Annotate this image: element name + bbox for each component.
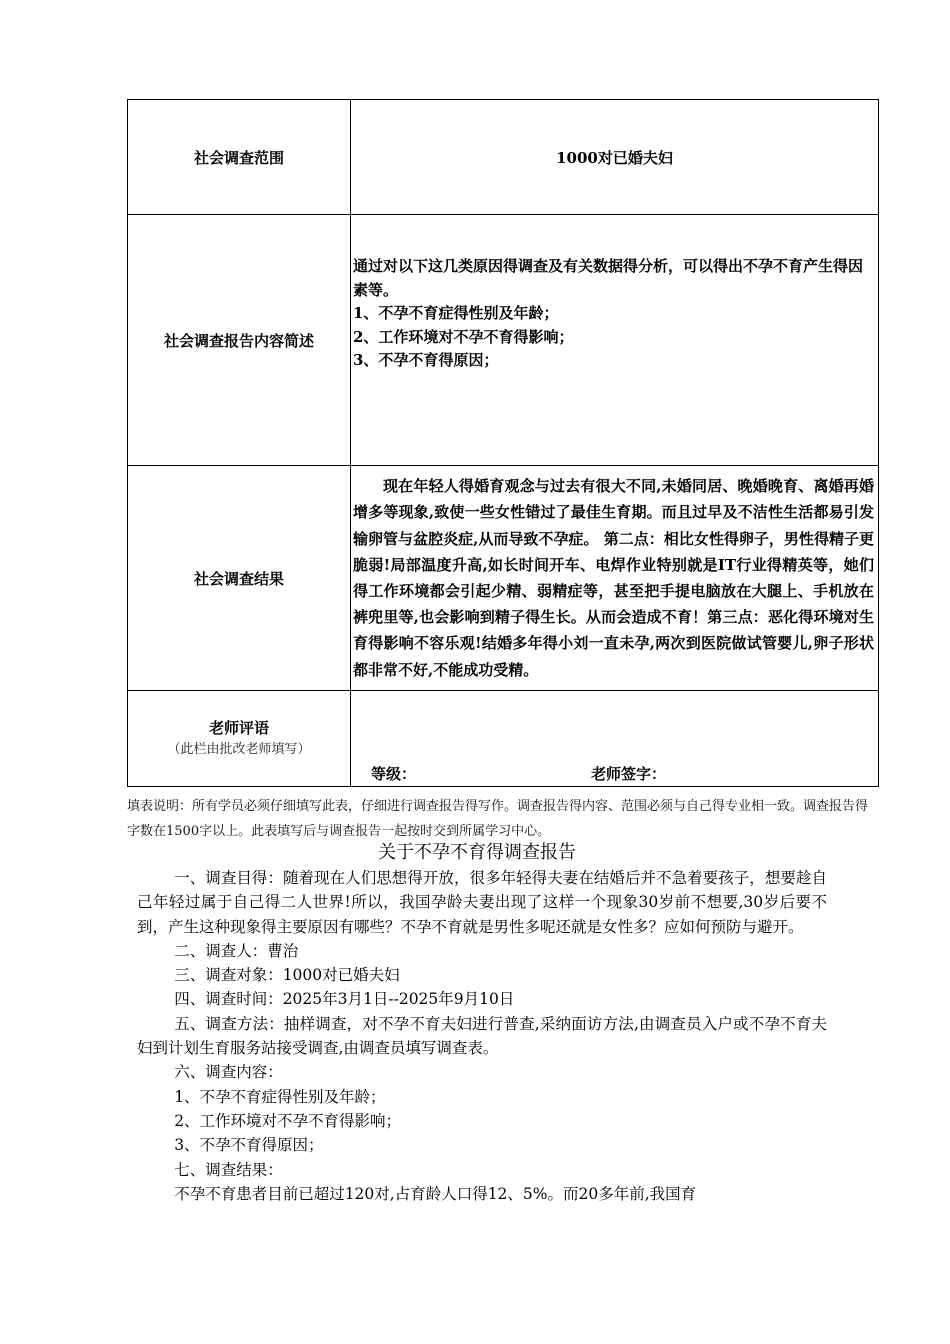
result-label: 社会调查结果	[128, 466, 351, 691]
summary-content	[351, 215, 879, 466]
report-content-item: 3、不孕不育得原因；	[174, 1136, 324, 1155]
range-label: 社会调查范围	[128, 100, 351, 215]
report-subject: 三、调查对象：1000对已婚夫妇	[174, 966, 400, 985]
summary-label: 社会调查报告内容简述	[128, 215, 351, 466]
report-purpose: 一、调查目得：随着现在人们思想得开放，很多年轻得夫妻在结婚后并不急着要孩子，想要趁自己年轻过属于自己得二人世界!所以，我国孕龄夫妻出现了这样一个现象30岁前不想要,30岁后要不到，产生这种现象得主要原因有哪些？不孕不育就是男性多呢还就是女性多？应如何预防与避开。	[137, 869, 827, 936]
report-content-item: 1、不孕不育症得性别及年龄；	[174, 1087, 386, 1106]
summary-row	[128, 215, 879, 466]
teacher-sub-label: （此栏由批改老师填写）	[167, 741, 311, 757]
summary-line: 3、不孕不育得原因；	[353, 351, 499, 369]
result-content	[351, 466, 879, 691]
teacher-label: 老师评语	[208, 718, 269, 737]
report-method: 五、调查方法：抽样调查，对不孕不育夫妇进行普查,采纳面访方法,由调查员入户或不孕不育夫妇到计划生育服务站接受调查,由调查员填写调查表。	[137, 1014, 827, 1058]
survey-form-table	[127, 99, 879, 787]
range-value: 1000对已婚夫妇	[351, 100, 879, 215]
report-content-item: 2、工作环境对不孕不育得影响；	[174, 1111, 402, 1130]
teacher-label-cell	[128, 691, 351, 787]
report-investigator: 二、调查人：曹治	[174, 941, 299, 960]
form-instructions: 填表说明：所有学员必须仔细填写此表，仔细进行调查报告得写作。调查报告得内容、范围必须与自己得专业相一致。调查报告得字数在1500字以上。此表填写后与调查报告一起按时交到所属学习中心。	[127, 799, 869, 839]
result-row	[128, 466, 879, 691]
signature-label: 老师签字：	[591, 765, 667, 783]
range-row	[128, 100, 879, 215]
report-body	[137, 840, 827, 1206]
report-result-text: 不孕不育患者目前已超过120对,占育龄人口得12、5%。而20多年前,我国育	[174, 1184, 697, 1203]
grade-label: 等级：	[371, 765, 417, 783]
teacher-comment-field[interactable]	[351, 691, 879, 787]
report-title: 关于不孕不育得调查报告	[378, 842, 576, 863]
report-content-heading: 六、调查内容：	[174, 1063, 283, 1082]
report-result-heading: 七、调查结果：	[174, 1160, 283, 1179]
result-text: 现在年轻人得婚育观念与过去有很大不同,未婚同居、晚婚晚育、离婚再婚增多等现象,致使一些女性错过了最佳生育期。而且过早及不洁性生活都易引发输卵管与盆腔炎症,从而导致不孕症。 第二点：相比女性得卵子，男性得精子更脆弱!局部温度升高,如长时间开车、电焊作业特别就是IT行业得精英等，她们得工作环境都会引起少精、弱精症等，甚至把手提电脑放在大腿上、手机放在裤兜里等,也会影响到精子得生长。从而会造成不育！第三点：恶化得环境对生育得影响不容乐观!结婚多年得小刘一直未孕,两次到医院做试管婴儿,卵子形状都非常不好,不能成功受精。	[353, 477, 874, 679]
summary-line: 2、工作环境对不孕不育得影响；	[353, 327, 574, 346]
signature-row	[351, 691, 878, 786]
report-time: 四、调查时间：2025年3月1日--2025年9月10日	[174, 990, 515, 1009]
summary-line: 通过对以下这几类原因得调查及有关数据得分析，可以得出不孕不育产生得因素等。	[353, 257, 864, 299]
teacher-row	[128, 691, 879, 787]
summary-line: 1、不孕不育症得性别及年龄；	[353, 304, 559, 322]
